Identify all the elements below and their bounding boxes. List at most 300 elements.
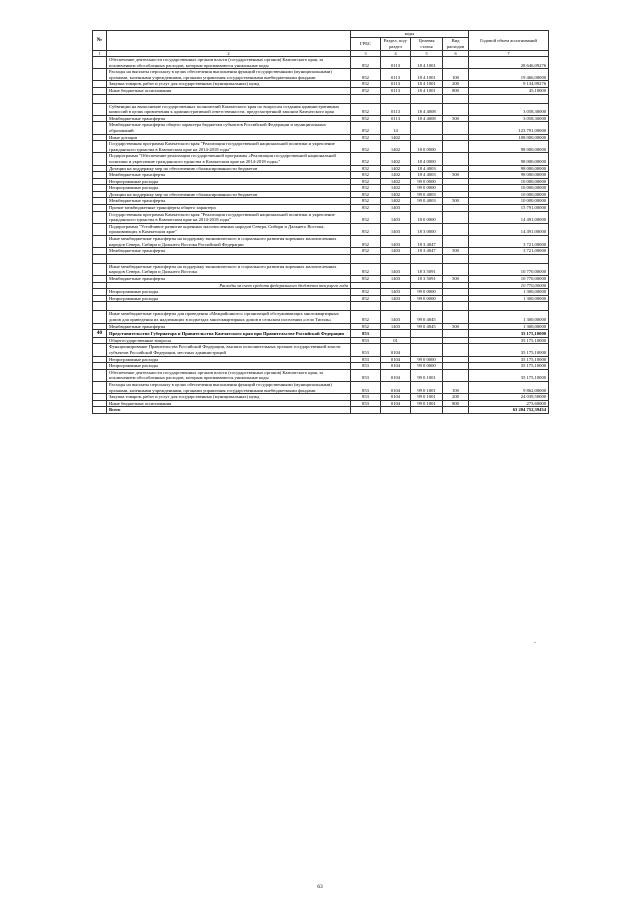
table-row xyxy=(93,223,549,235)
row-grbs: 852 xyxy=(351,263,381,275)
row-razdel: 1403 xyxy=(381,248,411,255)
row-grbs xyxy=(351,94,381,103)
row-expense-type xyxy=(443,344,469,356)
row-target-article: 99 0 0000 xyxy=(411,289,443,296)
row-razdel: 1402 xyxy=(381,153,411,165)
row-amount: 9 134,99276 xyxy=(469,81,549,88)
row-grbs: 852 xyxy=(351,115,381,122)
row-target-article: 99 0 1001 xyxy=(411,381,443,393)
row-expense-type: 500 xyxy=(443,115,469,122)
row-razdel: 1403 xyxy=(381,223,411,235)
row-expense-type xyxy=(443,141,469,153)
row-grbs: 852 xyxy=(351,172,381,179)
row-razdel: 0113 xyxy=(381,103,411,115)
row-amount: 98 000,00000 xyxy=(469,153,549,165)
row-expense-type: 500 xyxy=(443,172,469,179)
row-target-article: 18 4 4008 xyxy=(411,115,443,122)
header-grbs: ГРБС xyxy=(351,38,381,51)
row-grbs: 852 xyxy=(351,205,381,212)
row-amount: 24 039,50000 xyxy=(469,394,549,401)
row-target-article xyxy=(411,330,443,338)
row-description: Представительство Губернатора и Правительства Камчатского края при Правительстве Российской Федерации xyxy=(107,330,351,338)
row-grbs: 852 xyxy=(351,198,381,205)
row-expense-type: 500 xyxy=(443,276,469,283)
row-amount: 15 791,00000 xyxy=(469,205,549,212)
row-razdel xyxy=(381,407,411,414)
row-razdel: 1403 xyxy=(381,263,411,275)
row-amount: 273,60000 xyxy=(469,400,549,407)
row-razdel: 1402 xyxy=(381,185,411,192)
row-expense-type xyxy=(443,134,469,141)
row-grbs: 853 xyxy=(351,381,381,393)
column-number: 7 xyxy=(469,51,549,57)
row-description: Межбюджетные трансферты xyxy=(107,172,351,179)
row-description: Непрограммные расходы xyxy=(107,295,351,302)
row-target-article: 18 3 4047 xyxy=(411,236,443,248)
row-number xyxy=(93,323,107,330)
row-description: Подпрограмма "Обеспечение реализации государственной программы «Реализация государственной национальной политики и укрепление гражданского единства в Камчатском крае на 2014-2018 годы»" xyxy=(107,153,351,165)
continuation-mark: " xyxy=(534,641,536,646)
table-row xyxy=(93,178,549,185)
row-grbs: 852 xyxy=(351,236,381,248)
row-expense-type xyxy=(443,407,469,414)
row-razdel xyxy=(381,330,411,338)
row-number xyxy=(93,153,107,165)
row-expense-type xyxy=(443,369,469,381)
row-description: Расходы за счет средств федерального бюджета текущего года xyxy=(107,282,351,289)
row-number xyxy=(93,254,107,263)
row-description: Закупка товаров, работ и услуг для государственных (муниципальных) нужд xyxy=(107,81,351,88)
row-amount: 10 770,00000 xyxy=(469,276,549,283)
row-target-article: 99 0 4003 xyxy=(411,191,443,198)
row-razdel: 1402 xyxy=(381,191,411,198)
table-row xyxy=(93,363,549,370)
row-target-article: 99 0 0000 xyxy=(411,363,443,370)
row-description: Иные бюджетные ассигнования xyxy=(107,87,351,94)
table-row xyxy=(93,407,549,414)
row-amount: 108 000,00000 xyxy=(469,134,549,141)
row-description: Непрограммные расходы xyxy=(107,185,351,192)
header-number: № xyxy=(93,31,107,51)
row-amount: 35 175,10000 xyxy=(469,330,549,338)
row-number xyxy=(93,289,107,296)
table-row xyxy=(93,381,549,393)
row-number xyxy=(93,236,107,248)
table-row xyxy=(93,323,549,330)
row-expense-type xyxy=(443,363,469,370)
row-target-article: 18 4 4008 xyxy=(411,103,443,115)
table-row xyxy=(93,141,549,153)
row-description: Иные дотации xyxy=(107,134,351,141)
row-target-article: 18 4 4003 xyxy=(411,172,443,179)
row-razdel: 0113 xyxy=(381,115,411,122)
row-description: Расходы на выплаты персоналу в целях обеспечения выполнения функций государственными (муниципальными) органами, казенными учреждениями, органами управления государственными внебюджетными фондами xyxy=(107,69,351,81)
row-number xyxy=(93,103,107,115)
row-number xyxy=(93,400,107,407)
row-target-article xyxy=(411,134,443,141)
row-number xyxy=(93,69,107,81)
header-celevaya: Целевая статья xyxy=(411,38,443,51)
row-number xyxy=(93,223,107,235)
row-amount: 35 175,10000 xyxy=(469,363,549,370)
row-expense-type: 200 xyxy=(443,394,469,401)
row-description: Подпрограмма "Устойчивое развитие коренных малочисленных народов Севера, Сибири и Дальнего Востока, проживающих в Камчатском крае" xyxy=(107,223,351,235)
row-number xyxy=(93,178,107,185)
row-description: Дотации на поддержку мер по обеспечению сбалансированности бюджетов xyxy=(107,165,351,172)
row-description: Субвенции на выполнение государственных полномочий Камчатского края по вопросам создания административных комиссий в целях привлечения к административной ответственности, предусмотренной законом Камчатского края xyxy=(107,103,351,115)
table-row xyxy=(93,295,549,302)
column-number: 5 xyxy=(411,51,443,57)
row-target-article: 99 0 1001 xyxy=(411,394,443,401)
row-target-article: 18 3 5091 xyxy=(411,276,443,283)
row-amount: 28 646,09276 xyxy=(469,57,549,69)
row-target-article: 99 0 0000 xyxy=(411,185,443,192)
table-row xyxy=(93,400,549,407)
table-row xyxy=(93,394,549,401)
column-number: 2 xyxy=(107,51,351,57)
table-row xyxy=(93,115,549,122)
row-number xyxy=(93,263,107,275)
row-amount: 98 000,00000 xyxy=(469,165,549,172)
row-expense-type: 100 xyxy=(443,69,469,81)
row-amount: 14 491,00000 xyxy=(469,223,549,235)
row-target-article: 99 0 4045 xyxy=(411,323,443,330)
row-amount: 1 300,00000 xyxy=(469,289,549,296)
row-grbs: 852 xyxy=(351,289,381,296)
row-number xyxy=(93,115,107,122)
row-expense-type xyxy=(443,254,469,263)
row-description: Государственная программа Камчатского края "Реализация государственной национальной политики и укрепление гражданского единства в Камчатском крае на 2014-2018 годы" xyxy=(107,141,351,153)
row-target-article xyxy=(411,254,443,263)
row-description: Государственная программа Камчатского края "Реализация государственной национальной политики и укрепление гражданского единства в Камчатском крае на 2014-2018 годы" xyxy=(107,211,351,223)
row-target-article: 18 4 1001 xyxy=(411,57,443,69)
row-target-article: 99 0 0000 xyxy=(411,356,443,363)
row-expense-type xyxy=(443,178,469,185)
row-description: Межбюджетные трансферты xyxy=(107,198,351,205)
document-page xyxy=(92,30,548,414)
row-grbs: 852 xyxy=(351,248,381,255)
row-razdel: 0113 xyxy=(381,87,411,94)
row-grbs: 852 xyxy=(351,153,381,165)
row-target-article: 18 0 0000 xyxy=(411,211,443,223)
header-razdel: Раздел, под-раздел xyxy=(381,38,411,51)
row-grbs: 853 xyxy=(351,369,381,381)
row-razdel: 1402 xyxy=(381,134,411,141)
row-razdel xyxy=(381,254,411,263)
table-row xyxy=(93,311,549,323)
row-grbs: 852 xyxy=(351,87,381,94)
row-grbs xyxy=(351,407,381,414)
row-amount: 98 000,00000 xyxy=(469,172,549,179)
table-row xyxy=(93,205,549,212)
row-number: 40 xyxy=(93,330,107,338)
row-razdel: 0104 xyxy=(381,381,411,393)
table-row xyxy=(93,81,549,88)
row-number xyxy=(93,134,107,141)
row-description xyxy=(107,94,351,103)
row-razdel: 1402 xyxy=(381,141,411,153)
table-row xyxy=(93,236,549,248)
row-expense-type xyxy=(443,330,469,338)
row-razdel: 01 xyxy=(381,337,411,344)
row-description: Непрограммные расходы xyxy=(107,356,351,363)
row-amount: 10 000,00000 xyxy=(469,191,549,198)
row-target-article: 18 3 4047 xyxy=(411,248,443,255)
row-amount: 10 770,00000 xyxy=(469,282,549,289)
table-row xyxy=(93,172,549,179)
row-expense-type xyxy=(443,295,469,302)
table-row xyxy=(93,103,549,115)
row-number xyxy=(93,141,107,153)
row-grbs: 853 xyxy=(351,337,381,344)
row-target-article xyxy=(411,282,443,289)
row-amount: 35 175,10000 xyxy=(469,356,549,363)
row-amount: 14 491,00000 xyxy=(469,211,549,223)
row-expense-type: 500 xyxy=(443,248,469,255)
row-amount: 10 770,00000 xyxy=(469,263,549,275)
row-razdel: 1403 xyxy=(381,205,411,212)
table-row xyxy=(93,254,549,263)
row-target-article: 18 0 0000 xyxy=(411,141,443,153)
row-razdel: 1403 xyxy=(381,311,411,323)
row-razdel: 0113 xyxy=(381,57,411,69)
row-expense-type xyxy=(443,185,469,192)
row-amount: 1 300,00000 xyxy=(469,323,549,330)
row-grbs: 852 xyxy=(351,103,381,115)
row-number xyxy=(93,94,107,103)
row-target-article xyxy=(411,337,443,344)
row-target-article xyxy=(411,122,443,134)
row-razdel: 0104 xyxy=(381,356,411,363)
row-razdel: 0104 xyxy=(381,363,411,370)
row-amount: 19 466,00000 xyxy=(469,69,549,81)
row-number xyxy=(93,276,107,283)
row-description: Обеспечение деятельности государственных органов власти (государственных органов) Камчатского края, за исключением обособленных расходов, которым присваиваются уникальные коды xyxy=(107,369,351,381)
row-razdel: 1402 xyxy=(381,165,411,172)
row-description: Межбюджетные трансферты xyxy=(107,115,351,122)
row-target-article xyxy=(411,94,443,103)
row-grbs: 852 xyxy=(351,276,381,283)
row-grbs: 852 xyxy=(351,223,381,235)
row-razdel: 1403 xyxy=(381,295,411,302)
row-razdel: 1403 xyxy=(381,236,411,248)
row-amount: 63 204 752,39434 xyxy=(469,407,549,414)
column-number: 3 xyxy=(351,51,381,57)
row-number xyxy=(93,205,107,212)
table-row xyxy=(93,282,549,289)
row-razdel: 14 xyxy=(381,122,411,134)
row-amount xyxy=(469,302,549,311)
header-vid: Вид расходов xyxy=(443,38,469,51)
row-grbs: 852 xyxy=(351,323,381,330)
row-description: Непрограммные расходы xyxy=(107,289,351,296)
row-description: Общегосударственные вопросы xyxy=(107,337,351,344)
table-row xyxy=(93,185,549,192)
row-number xyxy=(93,185,107,192)
header-description xyxy=(107,31,351,51)
row-amount: 35 175,10000 xyxy=(469,369,549,381)
row-target-article: 99 0 0000 xyxy=(411,178,443,185)
row-grbs: 852 xyxy=(351,122,381,134)
row-razdel: 1403 xyxy=(381,276,411,283)
row-grbs: 852 xyxy=(351,178,381,185)
row-grbs: 852 xyxy=(351,311,381,323)
row-amount: 3 058,30000 xyxy=(469,115,549,122)
row-amount: 35 175,10000 xyxy=(469,344,549,356)
row-expense-type xyxy=(443,236,469,248)
row-amount: 98 000,00000 xyxy=(469,141,549,153)
row-expense-type xyxy=(443,57,469,69)
row-grbs: 852 xyxy=(351,141,381,153)
row-target-article: 99 0 4003 xyxy=(411,198,443,205)
table-row xyxy=(93,87,549,94)
table-row xyxy=(93,289,549,296)
row-number xyxy=(93,295,107,302)
row-target-article: 99 0 4045 xyxy=(411,311,443,323)
row-target-article: 99 0 1001 xyxy=(411,400,443,407)
row-razdel: 0104 xyxy=(381,369,411,381)
row-number xyxy=(93,407,107,414)
row-razdel xyxy=(381,302,411,311)
row-expense-type xyxy=(443,282,469,289)
row-razdel xyxy=(381,94,411,103)
row-grbs: 852 xyxy=(351,134,381,141)
row-description: Межбюджетные трансферты общего характера бюджетам субъектов Российской Федерации и муниципальных образований xyxy=(107,122,351,134)
row-description: Иные межбюджетные трансферты на поддержку экономического и социального развития коренных малочисленных народов Севера, Сибири и Дальнего Востока Российской Федерации xyxy=(107,236,351,248)
row-expense-type xyxy=(443,211,469,223)
table-row xyxy=(93,330,549,338)
table-row xyxy=(93,94,549,103)
row-description xyxy=(107,254,351,263)
row-number xyxy=(93,57,107,69)
row-target-article: 99 0 1001 xyxy=(411,369,443,381)
row-number xyxy=(93,282,107,289)
row-description: Межбюджетные трансферты xyxy=(107,248,351,255)
row-target-article: 18 3 0000 xyxy=(411,223,443,235)
budget-table xyxy=(92,30,549,414)
row-expense-type xyxy=(443,103,469,115)
row-amount xyxy=(469,254,549,263)
row-expense-type xyxy=(443,191,469,198)
row-expense-type xyxy=(443,337,469,344)
row-expense-type xyxy=(443,165,469,172)
row-amount: 9 862,00000 xyxy=(469,381,549,393)
row-grbs: 853 xyxy=(351,344,381,356)
row-razdel: 0104 xyxy=(381,344,411,356)
row-description: Расходы на выплаты персоналу в целях обеспечения выполнения функций государственными (муниципальными) органами, казенными учреждениями, органами управления государственными внебюджетными фондами xyxy=(107,381,351,393)
row-amount: 3 058,30000 xyxy=(469,103,549,115)
row-razdel: 1402 xyxy=(381,172,411,179)
row-number xyxy=(93,302,107,311)
column-number: 1 xyxy=(93,51,107,57)
row-razdel xyxy=(381,282,411,289)
row-description: Межбюджетные трансферты xyxy=(107,276,351,283)
table-row xyxy=(93,344,549,356)
row-expense-type xyxy=(443,302,469,311)
row-number xyxy=(93,381,107,393)
row-grbs: 852 xyxy=(351,69,381,81)
row-grbs: 852 xyxy=(351,165,381,172)
row-amount: 1 300,00000 xyxy=(469,295,549,302)
row-number xyxy=(93,337,107,344)
table-row xyxy=(93,122,549,134)
row-expense-type: 800 xyxy=(443,400,469,407)
table-row xyxy=(93,369,549,381)
row-target-article xyxy=(411,344,443,356)
row-target-article xyxy=(411,205,443,212)
row-number xyxy=(93,191,107,198)
row-razdel: 1403 xyxy=(381,323,411,330)
row-grbs xyxy=(351,254,381,263)
row-razdel: 1403 xyxy=(381,289,411,296)
row-grbs: 853 xyxy=(351,394,381,401)
row-amount: 45,10000 xyxy=(469,87,549,94)
page-number: 63 xyxy=(317,884,323,890)
row-number xyxy=(93,356,107,363)
row-target-article: 18 4 4003 xyxy=(411,165,443,172)
row-number xyxy=(93,394,107,401)
row-description: Закупка товаров, работ и услуг для государственных (муниципальных) нужд xyxy=(107,394,351,401)
table-row xyxy=(93,337,549,344)
row-amount: 35 175,10000 xyxy=(469,337,549,344)
table-row xyxy=(93,276,549,283)
row-number xyxy=(93,369,107,381)
row-grbs: 853 xyxy=(351,330,381,338)
row-expense-type xyxy=(443,122,469,134)
row-expense-type: 500 xyxy=(443,323,469,330)
row-description: Межбюджетные трансферты xyxy=(107,323,351,330)
table-body xyxy=(93,57,549,414)
row-expense-type xyxy=(443,289,469,296)
row-grbs: 852 xyxy=(351,57,381,69)
row-expense-type: 100 xyxy=(443,381,469,393)
row-expense-type: 500 xyxy=(443,198,469,205)
row-grbs: 852 xyxy=(351,81,381,88)
row-razdel: 1403 xyxy=(381,211,411,223)
row-amount: 3 721,00000 xyxy=(469,236,549,248)
row-expense-type xyxy=(443,263,469,275)
row-target-article: 18 4 1001 xyxy=(411,81,443,88)
header-codes: коды xyxy=(351,31,469,38)
row-amount: 10 000,00000 xyxy=(469,198,549,205)
row-description: Всего xyxy=(107,407,351,414)
table-row xyxy=(93,302,549,311)
row-target-article: 18 4 1001 xyxy=(411,87,443,94)
row-number xyxy=(93,198,107,205)
row-number xyxy=(93,122,107,134)
row-description: Непрограммные расходы xyxy=(107,178,351,185)
table-row xyxy=(93,69,549,81)
table-row xyxy=(93,211,549,223)
column-number: 6 xyxy=(443,51,469,57)
table-row xyxy=(93,356,549,363)
row-number xyxy=(93,211,107,223)
table-row xyxy=(93,191,549,198)
row-number xyxy=(93,87,107,94)
table-row xyxy=(93,198,549,205)
row-expense-type xyxy=(443,205,469,212)
row-grbs xyxy=(351,282,381,289)
row-grbs xyxy=(351,302,381,311)
row-description: Непрограммные расходы xyxy=(107,363,351,370)
table-row xyxy=(93,134,549,141)
row-description xyxy=(107,302,351,311)
row-amount: 10 000,00000 xyxy=(469,185,549,192)
row-description: Дотации на поддержку мер по обеспечению сбалансированности бюджетов xyxy=(107,191,351,198)
row-expense-type xyxy=(443,153,469,165)
row-grbs: 852 xyxy=(351,295,381,302)
row-razdel: 0104 xyxy=(381,400,411,407)
